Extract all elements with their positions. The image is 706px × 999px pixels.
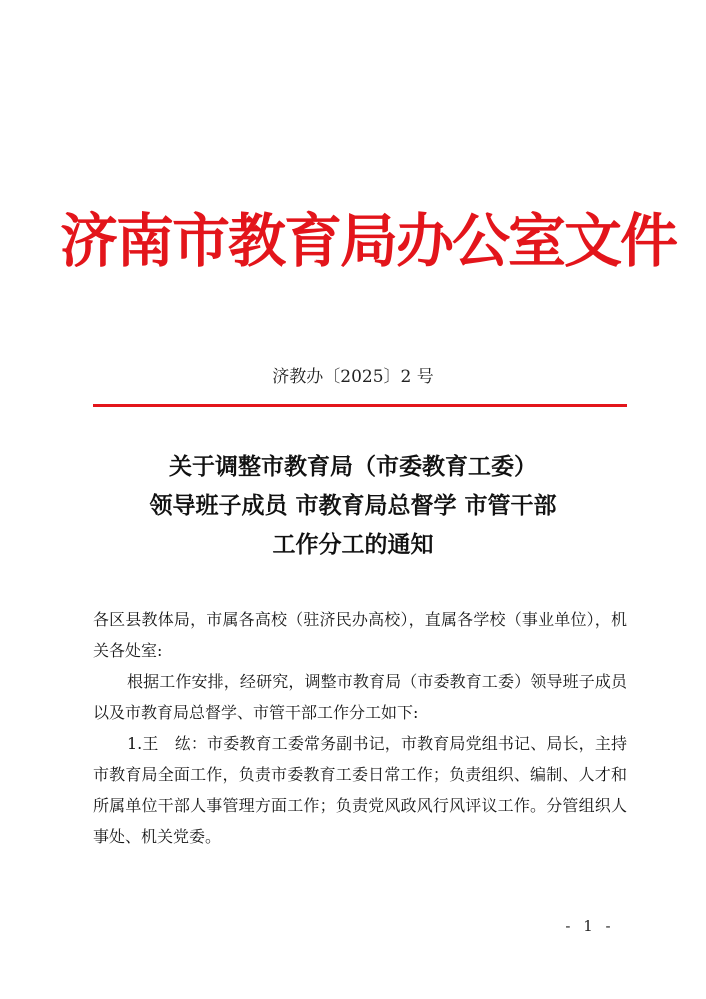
intro-paragraph: 根据工作安排，经研究，调整市教育局（市委教育工委）领导班子成员以及市教育局总督学、市管干部工作分工如下: [93,672,627,722]
title-line-1: 关于调整市教育局（市委教育工委） [169,454,537,480]
title-line-3: 工作分工的通知 [272,532,434,558]
masthead-title: 济南市教育局办公室文件 [60,207,677,275]
body-text [93,604,627,852]
title-line-2: 领导班子成员 市教育局总督学 市管干部 [149,493,557,519]
addressee-paragraph: 各区县教体局，市属各高校（驻济民办高校），直属各学校（事业单位），机关各处室: [93,610,627,660]
document-number: 济教办〔2025〕2 号 [272,367,434,387]
page-number: - 1 - [565,917,615,935]
red-separator-line [93,404,627,407]
item-1-paragraph: 1.王 纮：市委教育工委常务副书记，市教育局党组书记、局长，主持市教育局全面工作，负责市委教育工委日常工作；负责组织、编制、人才和所属单位干部人事管理方面工作；负责党风政风行风评议工作。分管组织人事处、机关党委。 [93,734,627,846]
notice-title [0,448,706,565]
